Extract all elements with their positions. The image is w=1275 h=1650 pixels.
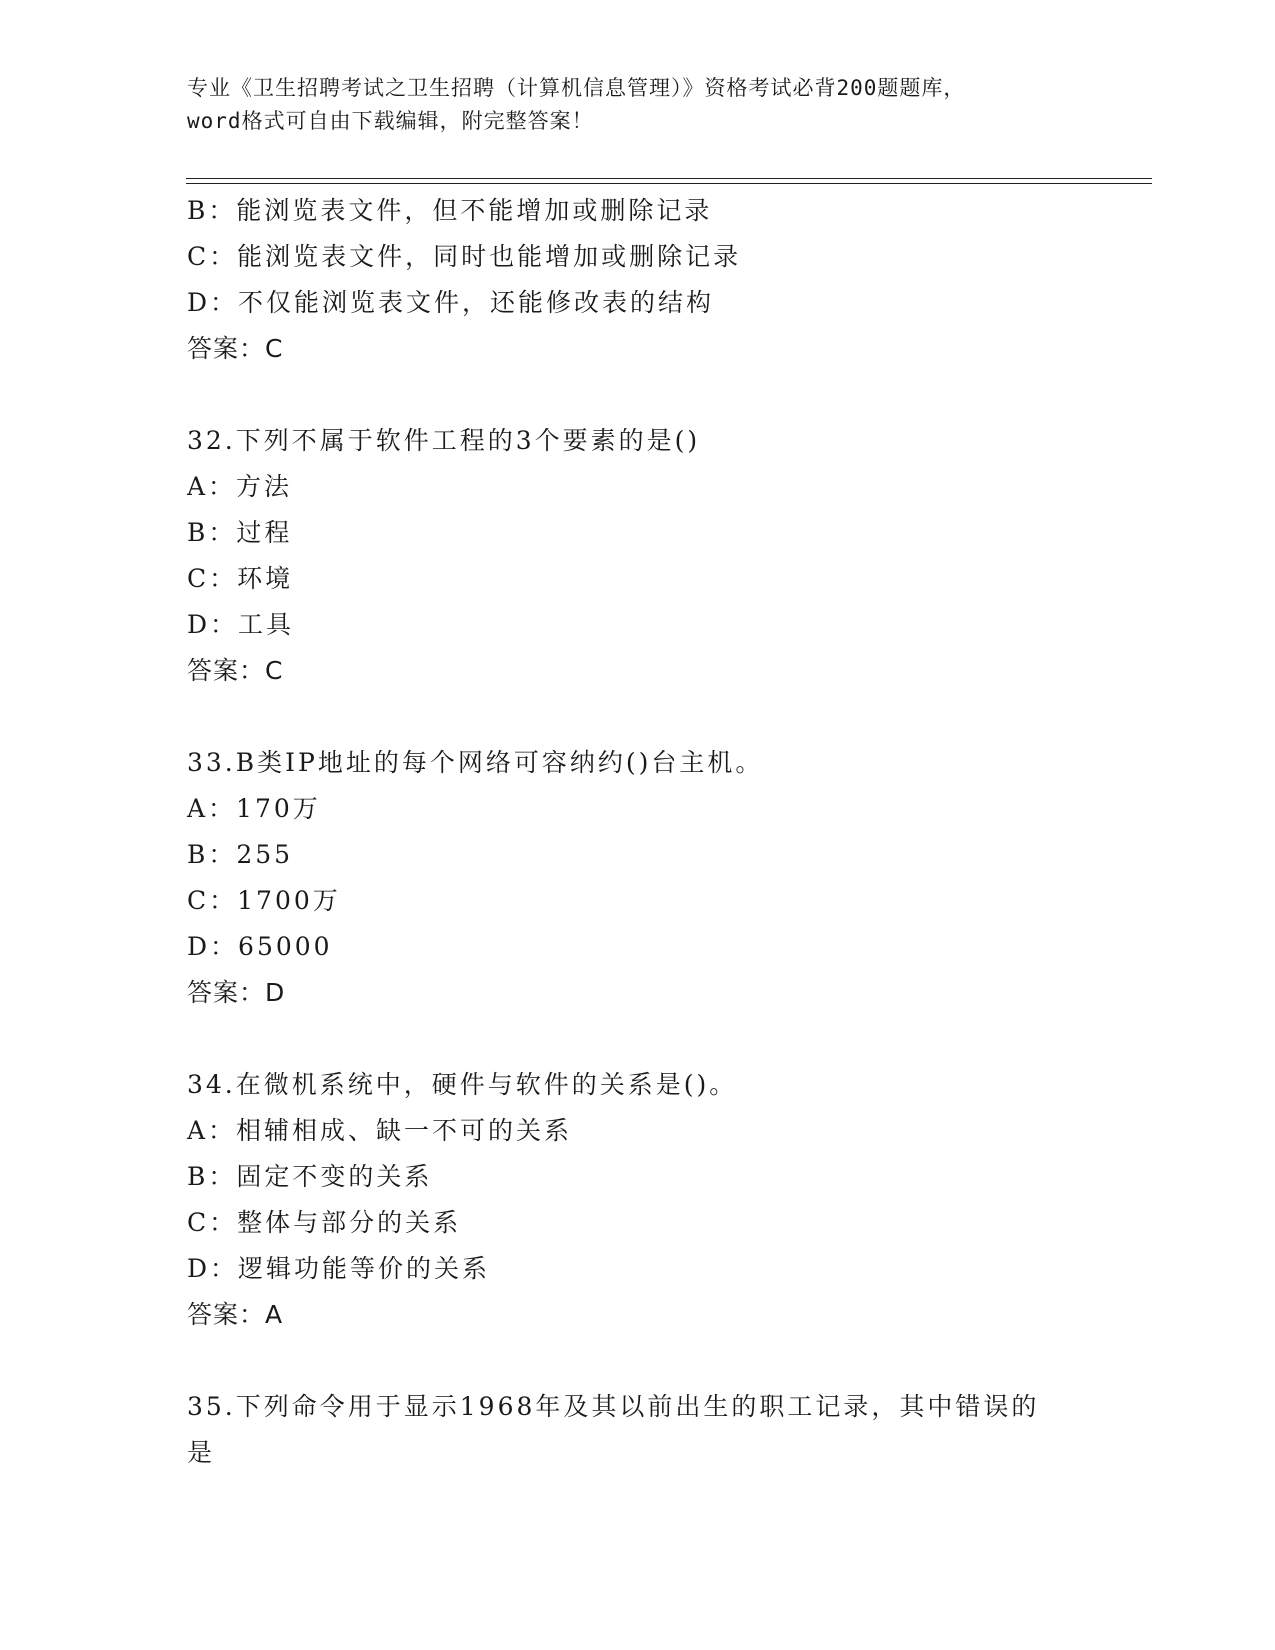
question-block-33 [187,740,1147,1016]
question-stem: 33.B类IP地址的每个网络可容纳约()台主机。 [187,748,764,777]
option-d: D：65000 [187,932,333,961]
header-divider-bottom [186,183,1152,184]
option-c: C：1700万 [187,886,341,915]
spacer [187,694,1147,740]
spacer [187,372,1147,418]
question-stem: 34.在微机系统中，硬件与软件的关系是()。 [187,1070,738,1099]
header-title-line-2: word格式可自由下载编辑，附完整答案！ [187,109,594,133]
option-a: A：相辅相成、缺一不可的关系 [187,1116,573,1145]
question-block-32 [187,418,1147,694]
option-c: C：环境 [187,564,294,593]
option-d: D：工具 [187,610,295,639]
option-b: B：过程 [187,518,293,547]
question-stem-line-1: 35.下列命令用于显示1968年及其以前出生的职工记录，其中错误的 [187,1392,1040,1421]
document-header [187,72,1087,138]
option-b: B：能浏览表文件，但不能增加或删除记录 [187,196,713,225]
option-c: C：能浏览表文件，同时也能增加或删除记录 [187,242,742,271]
header-title-line-1: 专业《卫生招聘考试之卫生招聘（计算机信息管理）》资格考试必背200题题库， [187,76,966,100]
answer-line: 答案：D [187,978,286,1007]
option-a: A：170万 [187,794,321,823]
option-d: D：不仅能浏览表文件，还能修改表的结构 [187,288,715,317]
answer-line: 答案：C [187,656,284,685]
question-stem: 32.下列不属于软件工程的3个要素的是() [187,426,701,455]
option-a: A：方法 [187,472,293,501]
option-b: B：固定不变的关系 [187,1162,433,1191]
spacer [187,1338,1147,1384]
answer-line: 答案：C [187,334,284,363]
question-block-34 [187,1062,1147,1338]
option-d: D：逻辑功能等价的关系 [187,1254,491,1283]
answer-line: 答案：A [187,1300,284,1329]
option-b: B：255 [187,840,294,869]
question-list [187,188,1147,1476]
question-block-31 [187,188,1147,372]
question-block-35 [187,1384,1147,1476]
spacer [187,1016,1147,1062]
header-divider-top [186,178,1152,179]
option-c: C：整体与部分的关系 [187,1208,462,1237]
question-stem-line-2: 是 [187,1438,216,1467]
